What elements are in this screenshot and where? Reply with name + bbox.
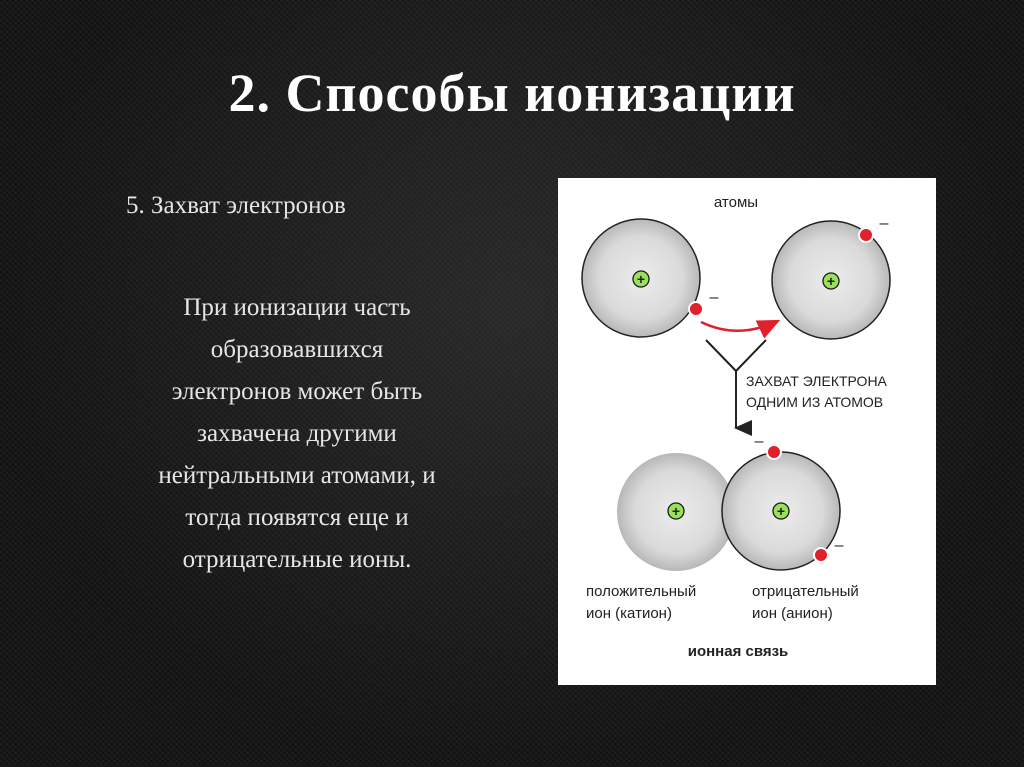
ionization-diagram bbox=[558, 178, 936, 685]
merge-lines bbox=[706, 340, 766, 371]
body-line: захвачена другими bbox=[197, 420, 397, 447]
capture-label-line2: ОДНИМ ИЗ АТОМОВ bbox=[746, 394, 884, 410]
body-line: нейтральными атомами, и bbox=[158, 462, 436, 489]
body-line: образовавшихся bbox=[210, 336, 384, 363]
slide-subtitle: 5. Захват электронов bbox=[126, 192, 346, 219]
minus-sign: – bbox=[834, 537, 844, 554]
electron-icon bbox=[859, 228, 873, 242]
electron-icon bbox=[689, 302, 703, 316]
cation-label-line1: положительный bbox=[586, 583, 697, 600]
anion-label-line2: ион (анион) bbox=[752, 605, 833, 622]
plus-sign: + bbox=[671, 503, 681, 519]
body-line: отрицательные ионы. bbox=[182, 546, 412, 573]
minus-sign: – bbox=[879, 215, 889, 232]
minus-sign: – bbox=[709, 289, 719, 306]
ionic-bond-label: ионная связь bbox=[687, 643, 789, 660]
body-line: тогда появятся еще и bbox=[185, 504, 409, 531]
minus-sign: – bbox=[754, 433, 764, 450]
electron-icon bbox=[767, 445, 781, 459]
electron-transfer-arrow bbox=[701, 321, 778, 331]
anion-label-line1: отрицательный bbox=[752, 583, 859, 600]
plus-sign: + bbox=[776, 503, 786, 519]
cation-label-line2: ион (катион) bbox=[586, 605, 672, 622]
plus-sign: + bbox=[826, 273, 836, 289]
ionization-figure bbox=[558, 178, 936, 685]
slide-title: 2. Способы ионизации bbox=[228, 63, 796, 123]
slide-body-text bbox=[96, 287, 498, 581]
body-line: электронов может быть bbox=[171, 378, 423, 405]
capture-label-line1: ЗАХВАТ ЭЛЕКТРОНА bbox=[746, 373, 887, 389]
atoms-label: атомы bbox=[713, 194, 759, 211]
electron-icon bbox=[814, 548, 828, 562]
body-line: При ионизации часть bbox=[183, 294, 411, 321]
plus-sign: + bbox=[636, 271, 646, 287]
